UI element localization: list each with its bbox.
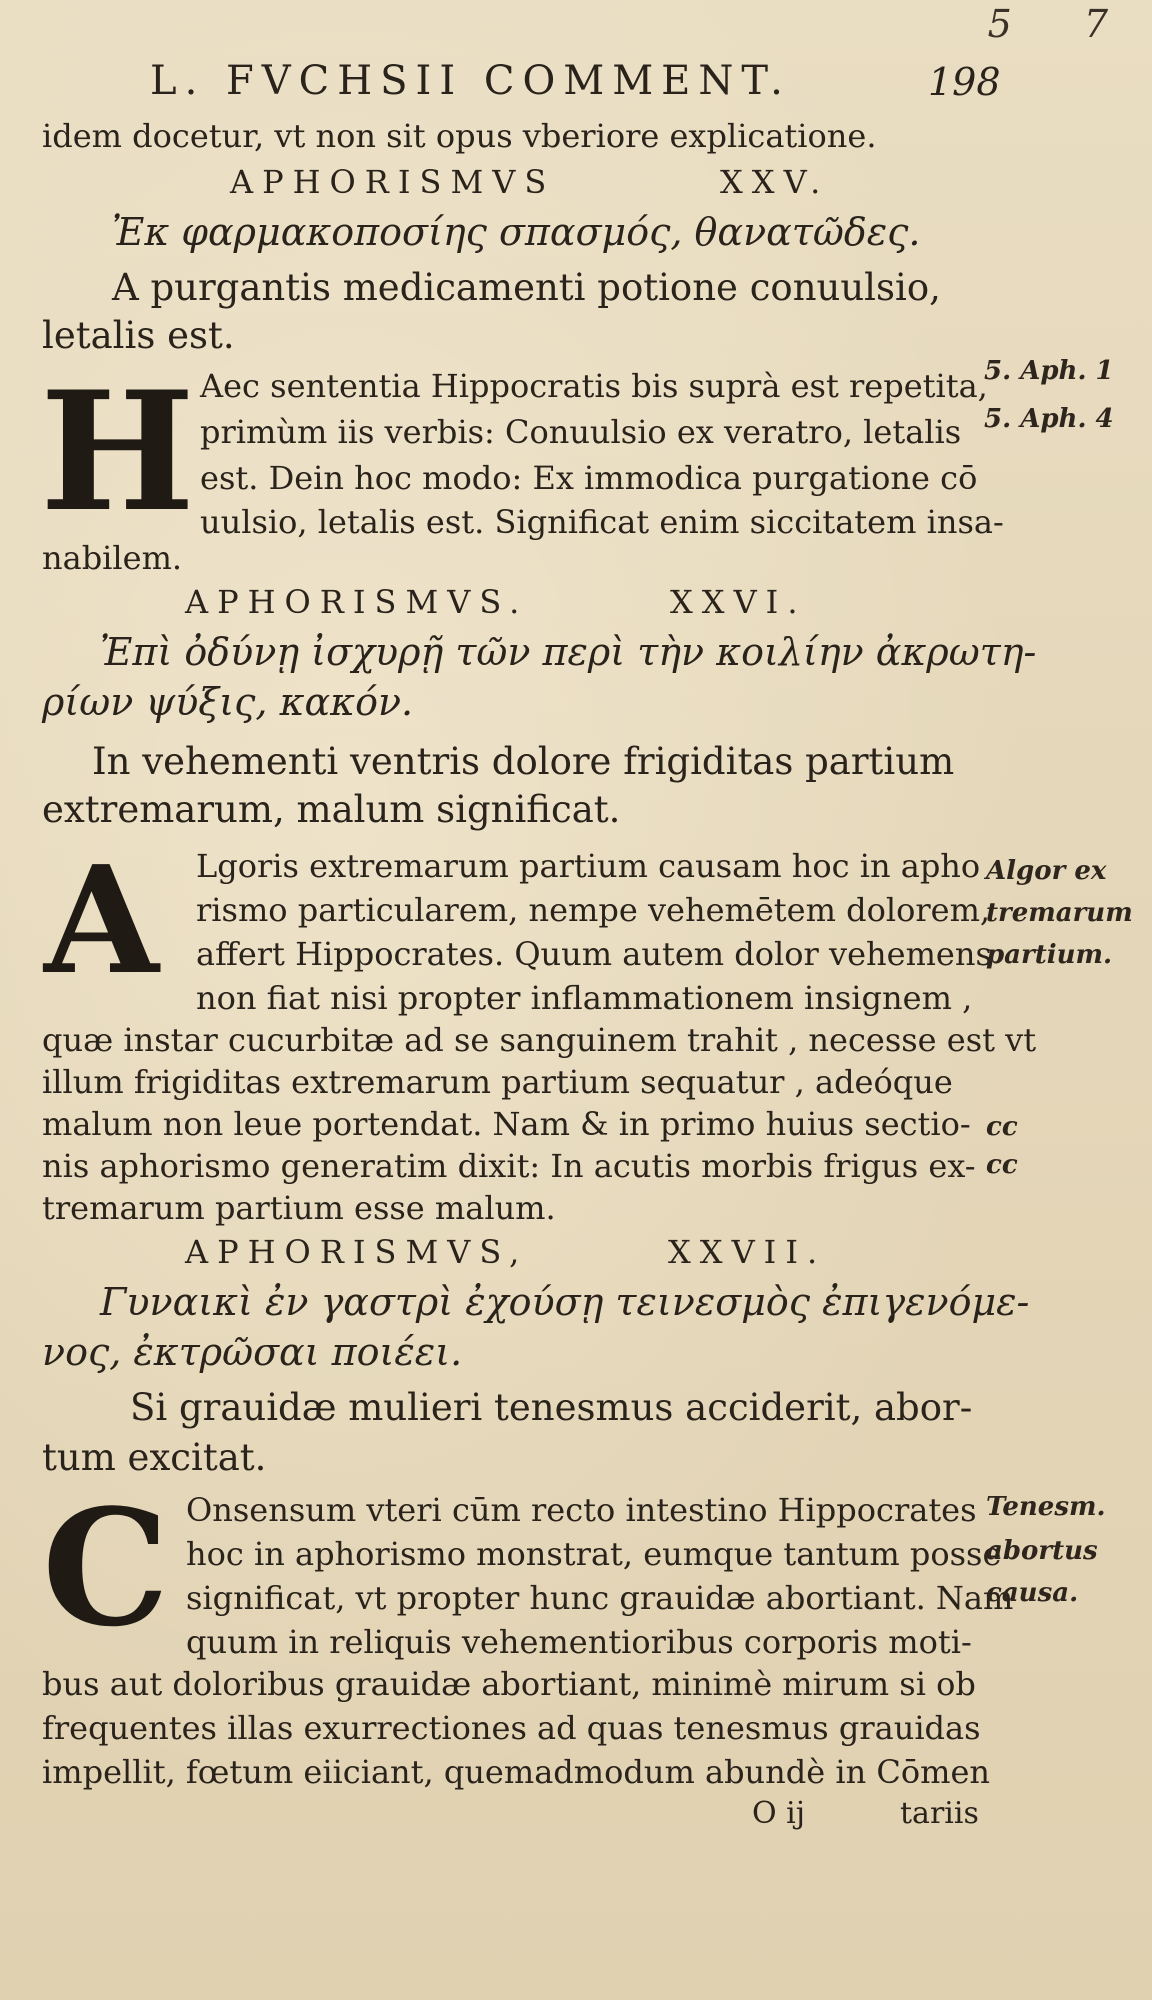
latin-aphorism: tum excitat. [42, 1436, 267, 1479]
decorated-initial-C: C [42, 1474, 170, 1662]
commentary-line: primùm iis verbis: Conuulsio ex veratro, letalis [200, 413, 962, 451]
commentary-line: nabilem. [42, 539, 183, 577]
latin-aphorism: letalis est. [42, 314, 235, 357]
commentary-line: hoc in aphorismo monstrat, eumque tantum posse [186, 1535, 1002, 1573]
greek-aphorism: Γυναικὶ ἐν γαστρὶ ἐχούσῃ τεινεσμὸς ἐπιγενόμε- [100, 1280, 1030, 1324]
margin-note: 5. Aph. 1 [984, 356, 1114, 386]
running-title: L. FVCHSII COMMENT. [150, 58, 791, 104]
greek-aphorism: Ἐπὶ ὀδύνῃ ἰσχυρῇ τῶν περὶ τὴν κοιλίην ἀκρωτη- [100, 630, 1037, 674]
commentary-line: Aec sententia Hippocratis bis suprà est repetita, [200, 367, 988, 405]
commentary-line: uulsio, letalis est. Significat enim siccitatem insa- [200, 503, 1004, 541]
margin-note: cc [986, 1112, 1018, 1142]
latin-aphorism: A purgantis medicamenti potione conuulsio, [112, 266, 941, 309]
greek-aphorism: νος, ἐκτρῶσαι ποιέει. [42, 1330, 463, 1374]
margin-note: cc [986, 1150, 1018, 1180]
commentary-line: non fiat nisi propter inflammationem insignem , [196, 979, 973, 1017]
margin-note: 5. Aph. 4 [984, 404, 1114, 434]
greek-aphorism: ρίων ψύξις, κακόν. [42, 680, 414, 724]
commentary-line: affert Hippocrates. Quum autem dolor vehemens [196, 935, 992, 973]
decorated-initial-A: A [44, 833, 159, 1007]
running-head [150, 58, 1040, 118]
text-line: idem docetur, vt non sit opus vberiore explicatione. [42, 117, 877, 155]
page-number: 198 [928, 60, 1001, 104]
latin-aphorism: extremarum, malum significat. [42, 788, 621, 831]
commentary-line: illum frigiditas extremarum partium sequatur , adeóque [42, 1063, 953, 1101]
commentary-line: bus aut doloribus grauidæ abortiant, minimè mirum si ob [42, 1665, 976, 1703]
margin-note: partium. [986, 940, 1113, 970]
margin-note: Tenesm. [986, 1492, 1106, 1522]
latin-aphorism: Si grauidæ mulieri tenesmus acciderit, abor- [130, 1386, 973, 1429]
commentary-line: est. Dein hoc modo: Ex immodica purgatione cō [200, 459, 978, 497]
commentary-line: nis aphorismo generatim dixit: In acutis morbis frigus ex- [42, 1147, 976, 1185]
commentary-line: tremarum partium esse malum. [42, 1189, 556, 1227]
commentary-line: significat, vt propter hunc grauidæ abortiant. Nam [186, 1579, 1014, 1617]
margin-note: Algor ex [986, 856, 1107, 886]
aphorism-heading-label: APHORISMVS, [185, 1233, 529, 1271]
commentary-line: quæ instar cucurbitæ ad se sanguinem trahit , necesse est vt [42, 1021, 1037, 1059]
margin-note: tremarum [986, 898, 1133, 928]
commentary-line: frequentes illas exurrectiones ad quas tenesmus grauidas [42, 1709, 981, 1747]
aphorism-heading-number: XXVII. [668, 1233, 827, 1271]
aphorism-heading-number: XXV. [720, 163, 830, 201]
decorated-initial-H: H [40, 355, 195, 548]
corner-handwritten-note: 5 7 [987, 2, 1138, 46]
aphorism-heading-label: APHORISMVS [230, 163, 556, 201]
commentary-line: quum in reliquis vehementioribus corporis moti- [186, 1623, 972, 1661]
margin-note: abortus [986, 1536, 1098, 1566]
commentary-line: malum non leue portendat. Nam & in primo huius sectio- [42, 1105, 971, 1143]
commentary-line: Lgoris extremarum partium causam hoc in apho [196, 847, 981, 885]
catchword: tariis [900, 1796, 979, 1831]
aphorism-heading-number: XXVI. [670, 583, 807, 621]
commentary-line: impellit, fœtum eiiciant, quemadmodum abundè in Cōmen [42, 1753, 991, 1791]
commentary-line: Onsensum vteri cūm recto intestino Hippocrates [186, 1491, 977, 1529]
aphorism-heading-label: APHORISMVS. [185, 583, 529, 621]
signature-mark: O ij [752, 1796, 806, 1831]
margin-note: causa. [986, 1578, 1079, 1608]
latin-aphorism: In vehementi ventris dolore frigiditas partium [92, 740, 955, 783]
greek-aphorism: Ἐκ φαρμακοποσίης σπασμός, θανατῶδες. [112, 210, 921, 254]
commentary-line: rismo particularem, nempe vehemētem dolorem, [196, 891, 991, 929]
